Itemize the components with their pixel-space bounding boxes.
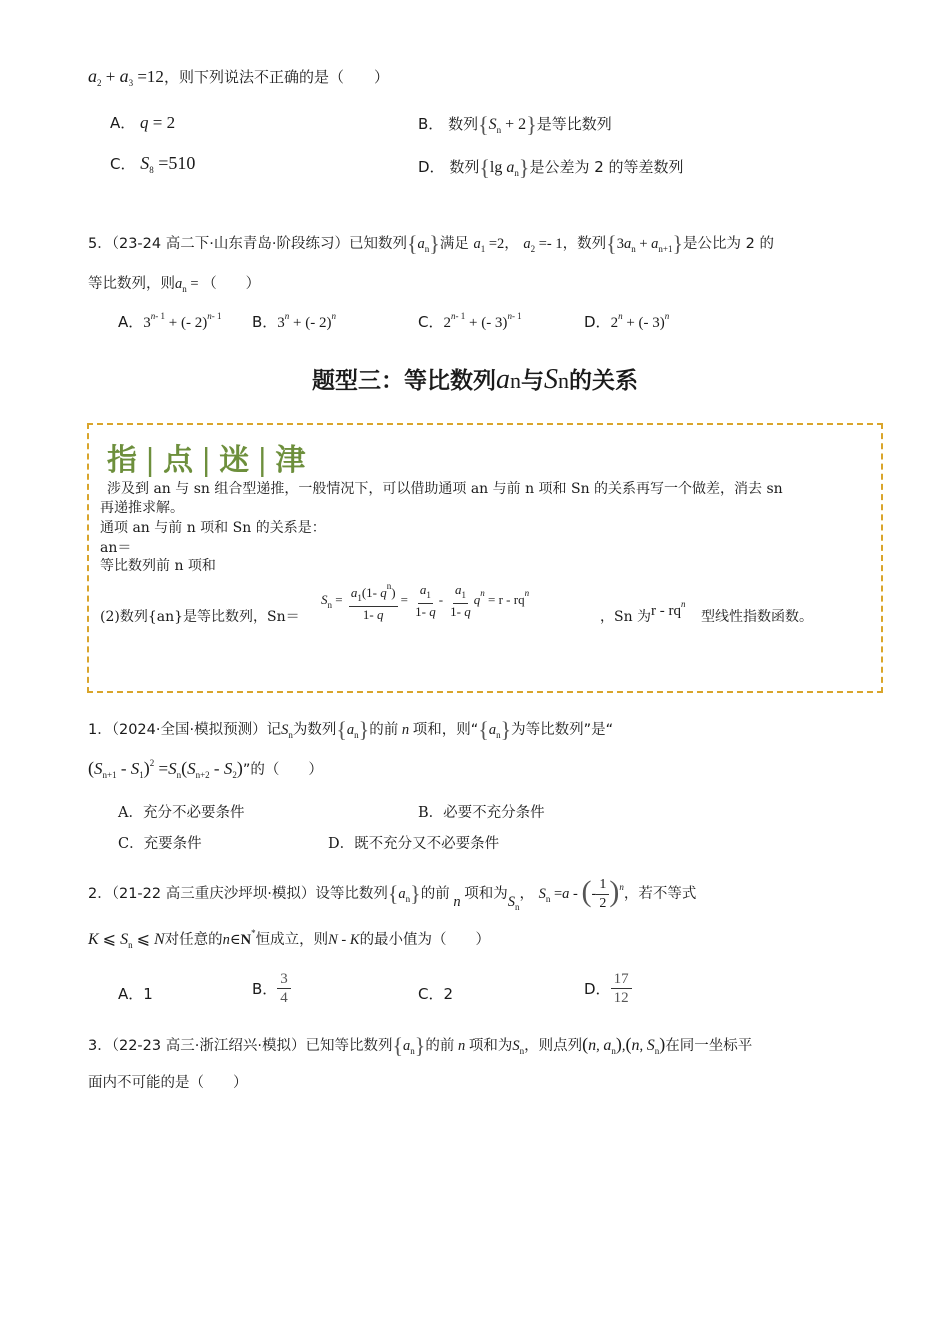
p2-option-c[interactable] <box>418 983 453 1004</box>
tips-line6c: 型线性指数函数。 <box>701 609 813 625</box>
option-value: 2 <box>443 985 454 1003</box>
question-number: 1． <box>88 722 112 738</box>
option-label: B． <box>252 313 278 331</box>
p1-line2: $(S_{n+1} - S_1)^2 =S_n(S_{n+2} - S_2)$”的（ ） <box>88 758 323 780</box>
question-text: 为数列 <box>292 722 337 738</box>
question-text: 记 <box>266 722 282 738</box>
p2-option-d[interactable]: D． $\frac{17}{12}$ <box>584 970 632 1007</box>
question-source: （21-22 高三重庆沙坪坝·模拟） <box>111 886 316 902</box>
question-text: 对任意的 <box>164 932 223 948</box>
question-source: （23-24 高二下·山东青岛·阶段练习） <box>111 236 349 252</box>
p1-option-d[interactable]: D．既不充分又不必要条件 <box>328 836 500 852</box>
question-text: 已知数列 <box>348 236 407 252</box>
question-text: （ ） <box>202 276 261 292</box>
p2-line1: 2．（21-22 高三重庆沙坪坝·模拟）设等比数列$\{a_n\}$的前 n 项和为$S_n$， $S_n =a$ - (- $\frac{1}{2}$ )$^n$，若不等式 <box>88 875 697 912</box>
p1-option-a[interactable]: A．充分不必要条件 <box>118 805 245 821</box>
option-value: 1 <box>143 985 153 1003</box>
p1-line1: 1．（2024·全国·模拟预测）记$S_n$为数列$\{a_n\}$的前 n 项和，则“$\{a_n\}$为等比数列”是“ <box>88 717 614 742</box>
question-number: 5． <box>88 236 112 252</box>
p2-line2: K ⩽ $S_n$ ⩽ N对任意的n∈N*恒成立，则N - K的最小值为（ ） <box>88 928 491 950</box>
question-source: （22-23 高三·浙江绍兴·模拟） <box>111 1038 306 1054</box>
p1-option-c[interactable]: C．充要条件 <box>118 836 202 852</box>
option-label: C． <box>418 985 444 1003</box>
option-label: D． <box>584 980 611 998</box>
question-text: ，数列 <box>562 236 607 252</box>
tips-line2: 再递推求解。 <box>100 500 184 516</box>
option-text: 数列 <box>449 158 480 176</box>
option-label: D． <box>584 313 611 331</box>
sum-formula: $S_n$ = $\frac{a_1(1- q^n)}{1- q}$ = $\frac{a_1}{1- q}$ - $\frac{a_1}{1- q}$ $q^n = r - rq^n$ <box>321 578 529 623</box>
option-label: B． <box>252 980 278 998</box>
option-label: A． <box>118 313 144 331</box>
tips-line6b: ，Sn 为 <box>600 609 652 625</box>
question-number: 3． <box>88 1038 112 1054</box>
section-title: 题型三：等比数列an与Sn的关系 <box>312 364 638 395</box>
question-text: ， <box>504 236 519 252</box>
option-text: 是公差为 2 的等差数列 <box>529 158 684 176</box>
question-text: 项和为 <box>468 1038 513 1054</box>
q5-option-a[interactable]: A．$3^{n- 1}$ + (- 2)$^{n- 1}$ <box>118 311 222 331</box>
q5-option-d[interactable]: D．$2^n$ + (- 3)$^n$ <box>584 311 670 331</box>
tips-line4: an＝ <box>100 540 132 556</box>
tips-line3: 通项 an 与前 n 项和 Sn 的关系是： <box>100 520 326 536</box>
intro-text: ，则下列说法不正确的是（ ） <box>163 68 389 86</box>
option-text: 数列 <box>448 115 479 133</box>
question-text: ”的（ ） <box>242 762 323 778</box>
tips-box <box>87 423 883 693</box>
question-text: 项和，则“ <box>412 722 479 738</box>
question-text: ，则点列 <box>524 1038 583 1054</box>
question-text: 已知等比数列 <box>305 1038 393 1054</box>
question-text: 项和为 <box>464 886 508 902</box>
rq-expr: r - $rq^n$ <box>651 599 686 619</box>
p3-line2: 面内不可能的是（ ） <box>88 1075 248 1091</box>
question-text: 满足 <box>439 236 469 252</box>
q4-option-a[interactable]: A． q = 2 <box>110 113 176 132</box>
question-text: 等比数列，则 <box>88 276 175 292</box>
tips-line6a: (2)数列{an}是等比数列，Sn＝ <box>100 609 300 625</box>
option-label: C． <box>418 313 444 331</box>
question-text: ，若不等式 <box>623 886 697 902</box>
question-text: 在同一坐标平 <box>665 1038 753 1054</box>
p2-option-a[interactable] <box>118 983 153 1004</box>
option-label: D． <box>418 158 445 176</box>
q4-option-b[interactable]: B． 数列$\{S_n + 2\}$是等比数列 <box>418 112 612 137</box>
q5-line1: 5．（23-24 高二下·山东青岛·阶段练习）已知数列$\{a_n\}$满足 $a_1 =2$， $a_2 =- 1$，数列$\{3a_n + a_{n+1}\}$是公比为 2 的 <box>88 231 774 256</box>
question-text: 是公比为 2 的 <box>683 236 774 252</box>
q4-option-c[interactable]: C． $S_8 =510$ <box>110 153 196 175</box>
intro-line: $a_2 + a_3 =12$，则下列说法不正确的是（ ） <box>88 66 389 88</box>
question-text: 的最小值为（ ） <box>359 932 491 948</box>
tips-line1: 涉及到 an 与 sn 组合型递推，一般情况下，可以借助通项 an 与前 n 项和 Sn 的关系再写一个做差，消去 sn <box>107 481 783 497</box>
question-number: 2． <box>88 886 112 902</box>
option-text: 是等比数列 <box>536 115 612 133</box>
option-label: C． <box>110 155 136 173</box>
question-text: 恒成立，则 <box>255 932 329 948</box>
question-text: 为等比数列”是“ <box>511 722 614 738</box>
question-text: 的前 <box>369 722 399 738</box>
q4-option-d[interactable]: D． 数列{lg $a_n$}是公差为 2 的等差数列 <box>418 155 684 180</box>
question-source: （2024·全国·模拟预测） <box>111 722 267 738</box>
question-text: 的前 <box>420 886 450 902</box>
option-label: B． <box>418 115 444 133</box>
question-text: ， <box>519 886 534 902</box>
question-text: 设等比数列 <box>315 886 388 902</box>
option-label: A． <box>118 985 144 1003</box>
p3-line1: 3．（22-23 高三·浙江绍兴·模拟）已知等比数列$\{a_n\}$的前 n 项和为$S_n$，则点列(n, $a_n),(n$, $S_n$)在同一坐标平 <box>88 1033 753 1058</box>
question-text: 的前 <box>425 1038 455 1054</box>
p2-option-b[interactable]: B． $\frac{3}{4}$ <box>252 970 291 1007</box>
q5-line2: 等比数列，则$a_n$ = （ ） <box>88 276 261 294</box>
p1-option-b[interactable]: B．必要不充分条件 <box>418 805 545 821</box>
tips-line5: 等比数列前 n 项和 <box>100 558 216 574</box>
option-label: A． <box>110 114 136 132</box>
q5-option-c[interactable]: C．$2^{n- 1}$ + (- 3)$^{n- 1}$ <box>418 311 522 331</box>
tips-heading: 指 | 点 | 迷 | 津 <box>107 443 308 478</box>
q5-option-b[interactable]: B．$3^n$ + (- 2)$^n$ <box>252 311 336 331</box>
